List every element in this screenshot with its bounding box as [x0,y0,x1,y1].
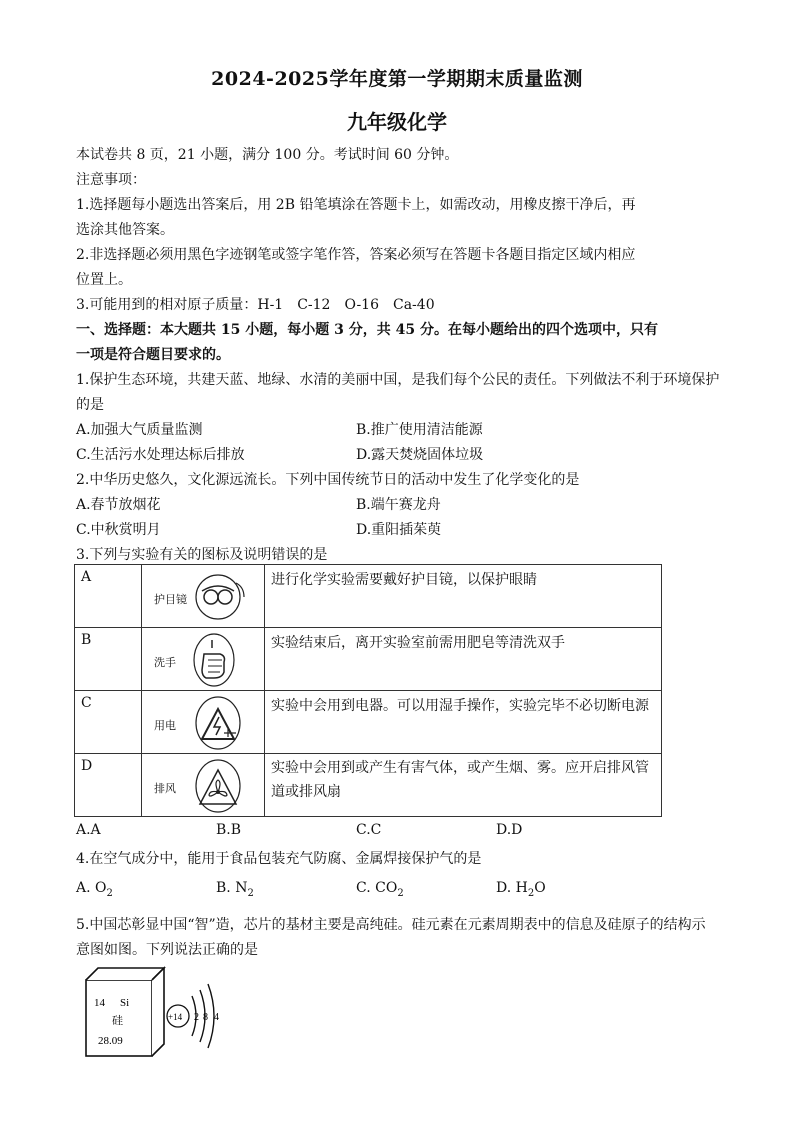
electricity-icon [188,695,250,751]
q2-option-b: B.端午赛龙舟 [356,497,441,513]
table-row [75,628,662,691]
notes-heading: 注意事项： [76,172,146,188]
q4-option-b: B. $N_2$ [216,880,254,899]
table-row [75,754,662,817]
q4-option-d: D. $H_2O$ [496,880,546,899]
element-name: 硅 [112,1014,123,1027]
row-letter: D [75,754,142,817]
exam-subtitle: 九年级化学 [347,110,447,134]
shell-1: 2 [194,1012,199,1023]
table-row [75,565,662,628]
q1-option-c: C.生活污水处理达标后排放 [76,447,245,463]
q5-stem-cont: 意图如图。下列说法正确的是 [76,942,258,958]
exam-title: 2024-2025学年度第一学期期末质量监测 [211,68,583,90]
q3-table [74,564,662,817]
atomic-mass: 28.09 [98,1035,123,1047]
q3-option-b: B.B [216,822,242,838]
q2-option-a: A.春节放烟花 [76,497,161,513]
icon-cell [142,565,265,628]
q4-stem: 4.在空气成分中，能用于食品包装充气防腐、金属焊接保护气的是 [76,851,482,867]
q1-option-a: A.加强大气质量监测 [76,422,203,438]
row-text: 进行化学实验需要戴好护目镜，以保护眼睛 [265,565,662,628]
silicon-element-diagram [84,966,244,1060]
note-1: 1.选择题每小题选出答案后，用 2B 铅笔填涂在答题卡上，如需改动，用橡皮擦干净后，再 [76,197,636,213]
note-2: 2.非选择题必须用黑色字迹钢笔或签字笔作答，答案必须写在答题卡各题目指定区域内相应 [76,247,636,263]
q2-option-d: D.重阳插茱萸 [356,522,442,538]
q3-option-d: D.D [496,822,523,838]
row-letter: C [75,691,142,754]
q4-option-c: C. $CO_2$ [356,880,404,899]
row-letter: A [75,565,142,628]
q4-option-a: A. $O_2$ [76,880,113,899]
q1-stem-cont: 的是 [76,397,104,413]
section-heading: 一、选择题：本大题共 15 小题，每小题 3 分，共 45 分。在每小题给出的四个选项中，只有 [76,322,658,338]
q3-stem: 3.下列与实验有关的图标及说明错误的是 [76,547,328,563]
row-text-line: 实验中会用到或产生有害气体，或产生烟、雾。应开启排风管 [271,760,649,776]
shell-3: 4 [214,1012,219,1023]
icon-label: 用电 [154,719,176,732]
icon-label: 排风 [154,782,176,795]
element-symbol: Si [120,997,130,1009]
icon-cell [142,691,265,754]
atomic-number: 14 [94,997,105,1009]
silicon-figure [84,966,244,1064]
row-text: 实验结束后，离开实验室前需用肥皂等清洗双手 [265,628,662,691]
note-1-cont: 选涂其他答案。 [76,222,174,238]
q1-stem: 1.保护生态环境，共建天蓝、地绿、水清的美丽中国，是我们每个公民的责任。下列做法不利于环境保护 [76,372,720,388]
icon-cell [142,628,265,691]
icon-label: 洗手 [154,656,176,669]
row-text: 实验中会用到电器。可以用湿手操作，实验完毕不必切断电源 [265,691,662,754]
q1-option-d: D.露天焚烧固体垃圾 [356,447,484,463]
q3-option-a: A.A [76,822,101,838]
row-text [265,754,662,817]
q1-option-b: B.推广使用清洁能源 [356,422,483,438]
intro-line: 本试卷共 8 页，21 小题，满分 100 分。考试时间 60 分钟。 [76,147,459,163]
shell-2: 8 [203,1012,208,1023]
note-3: 3.可能用到的相对原子质量：H-1 C-12 O-16 Ca-40 [76,297,435,313]
icon-label: 护目镜 [154,593,187,606]
q5-stem: 5.中国芯彰显中国“智”造，芯片的基材主要是高纯硅。硅元素在元素周期表中的信息及硅原子的结构示 [76,917,706,933]
row-text-line: 道或排风扇 [271,784,341,800]
q2-option-c: C.中秋赏明月 [76,522,161,538]
fan-icon [188,758,250,814]
nucleus-charge: +14 [168,1012,183,1022]
icon-cell [142,754,265,817]
table-row [75,691,662,754]
note-2-cont: 位置上。 [76,272,132,288]
q3-option-c: C.C [356,822,382,838]
q2-stem: 2.中华历史悠久，文化源远流长。下列中国传统节日的活动中发生了化学变化的是 [76,472,580,488]
section-heading-cont: 一项是符合题目要求的。 [76,347,230,363]
row-letter: B [75,628,142,691]
goggles-icon [190,571,252,623]
hand-wash-icon [184,632,246,688]
